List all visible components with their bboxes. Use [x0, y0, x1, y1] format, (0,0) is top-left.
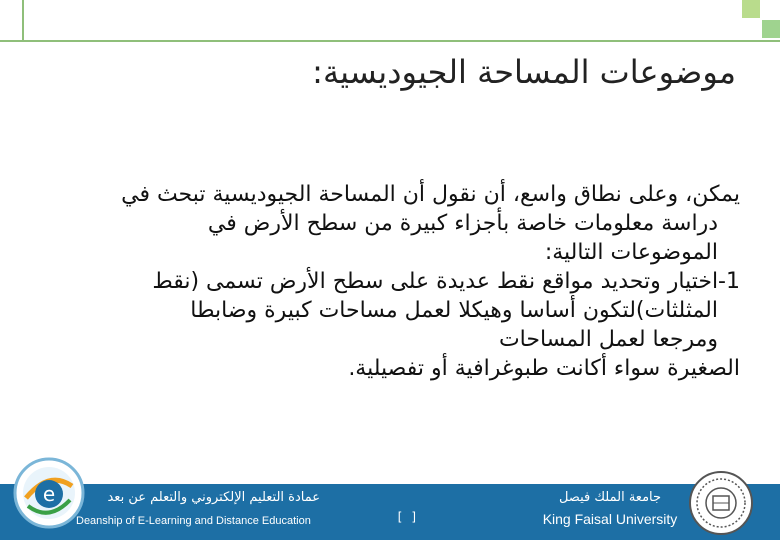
paragraph-line: الموضوعات التالية:: [544, 240, 718, 265]
university-name-ar: جامعة الملك فيصل: [558, 490, 662, 505]
slide-title: موضوعات المساحة الجيوديسية:: [312, 53, 736, 91]
paragraph-line: يمكن، وعلى نطاق واسع، أن نقول أن المساحة الجيوديسية تبحث في: [121, 182, 740, 207]
kfu-seal-icon: [688, 470, 754, 536]
paragraph-line: دراسة معلومات خاصة بأجزاء كبيرة من سطح الأرض في: [207, 211, 718, 236]
page-marker: [ ]: [396, 510, 418, 524]
decor-square: [762, 20, 780, 38]
corner-decoration: [740, 0, 780, 40]
list-item-line: الصغيرة سواء أكانت طبوغرافية أو تفصيلية.: [348, 356, 740, 381]
decor-square: [742, 20, 760, 38]
list-item-line: ومرجعا لعمل المساحات: [498, 327, 718, 352]
footer-bar: [0, 484, 780, 540]
decor-square: [761, 0, 780, 18]
decor-vertical-line: [22, 0, 24, 40]
decor-horizontal-line: [0, 40, 780, 42]
decor-square: [742, 0, 760, 18]
university-name-en: King Faisal University: [542, 511, 678, 527]
svg-text:e: e: [42, 482, 56, 506]
deanship-name-en: Deanship of E-Learning and Distance Education: [76, 515, 311, 527]
elearning-logo-icon: [12, 456, 86, 530]
list-item-line: المثلثات)لتكون أساسا وهيكلا لعمل مساحات كبيرة وضابطا: [190, 298, 718, 323]
slide-body: [40, 180, 740, 383]
deanship-name-ar: عمادة التعليم الإلكتروني والتعلم عن بعد: [107, 490, 320, 505]
list-item-line: 1-اختيار وتحديد مواقع نقط عديدة على سطح الأرض تسمى (نقط: [152, 269, 740, 294]
